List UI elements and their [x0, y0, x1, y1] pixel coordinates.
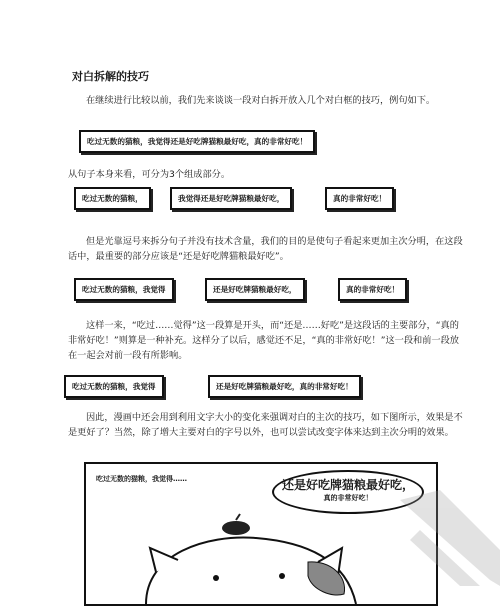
- split-box-b2: 还是好吃牌猫粮最好吃，: [205, 278, 305, 301]
- section-heading: 对白拆解的技巧: [72, 70, 149, 83]
- paragraph-split-reason: [68, 234, 468, 264]
- paragraph-font-size: [68, 410, 468, 440]
- split-box-a1: 吃过无数的猫粮，: [74, 187, 151, 210]
- paragraph-analysis: [68, 318, 468, 363]
- cat-eye-left: [213, 575, 219, 581]
- paragraph-intro-text: 在继续进行比较以前，我们先来谈谈一段对白拆开放入几个对白框的技巧，例句如下。: [86, 95, 436, 106]
- cat-eye-right: [279, 573, 285, 579]
- paragraph-analysis-text: 这样一来，“吃过……觉得”这一段算是开头，而“还是……好吃”是这段话的主要部分，“真的非常好吃！”则算是一种补充。这样分了以后，感觉还不足，“真的非常好吃！”这一段和前一段放在一起会对前一段有所影响。: [68, 320, 459, 361]
- cat-hat: [222, 521, 250, 535]
- example-box-full: 吃过无数的猫粮，我觉得还是好吃牌猫粮最好吃，真的非常好吃！: [79, 130, 315, 153]
- paragraph-font-size-text: 因此，漫画中还会用到利用文字大小的变化来强调对白的主次的技巧，如下图所示，效果是不是更好了？当然，除了增大主要对白的字号以外，也可以尝试改变字体来达到主次分明的效果。: [68, 412, 463, 438]
- comic-small-speech: 吃过无数的猫粮，我觉得……: [96, 475, 187, 483]
- watermark-stamp: [380, 470, 500, 586]
- split-box-b3: 真的非常好吃！: [338, 278, 407, 301]
- split-box-c1: 吃过无数的猫粮，我觉得: [64, 375, 164, 398]
- split-box-a3: 真的非常好吃！: [325, 187, 394, 210]
- split-box-a2: 我觉得还是好吃牌猫粮最好吃，: [170, 187, 292, 210]
- cat-hat-stem: [236, 514, 240, 520]
- paragraph-parts-text: 从句子本身来看，可分为3个组成部分。: [68, 169, 231, 180]
- paragraph-split-reason-text: 但是光靠逗号来拆分句子并没有技术含量，我们的目的是使句子看起来更加主次分明，在这段话中，最重要的部分应该是“还是好吃牌猫粮最好吃”。: [68, 236, 463, 262]
- comic-big-speech-main: 还是好吃牌猫粮最好吃，: [281, 478, 414, 492]
- split-box-b1: 吃过无数的猫粮，我觉得: [74, 278, 174, 301]
- split-box-c2: 还是好吃牌猫粮最好吃，真的非常好吃！: [208, 375, 361, 398]
- comic-big-speech-sub: 真的非常好吃！: [323, 494, 373, 502]
- paragraph-parts: [68, 167, 468, 182]
- paragraph-intro: [68, 93, 468, 108]
